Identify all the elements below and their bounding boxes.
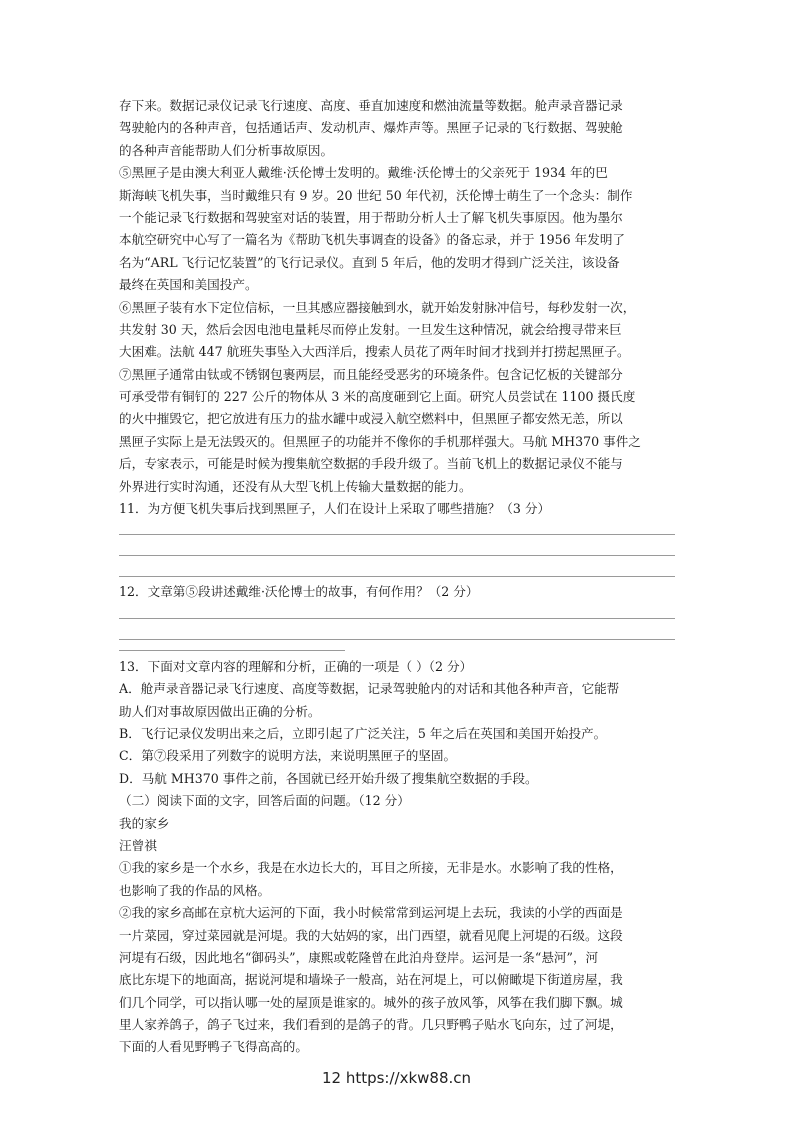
option-a-continued: 助人们对事故原因做出正确的分析。 (119, 703, 321, 719)
option-a: A．舱声录音器记录飞行速度、高度等数据，记录驾驶舱内的对话和其他各种声音，它能帮 (119, 681, 620, 697)
paragraph-line: 本航空研究中心写了一篇名为《帮助飞机失事调查的设备》的备忘录，并于 1956 年发明了 (119, 232, 626, 248)
paragraph-line: ⑥黑匣子装有水下定位信标，一旦其感应器接触到水，就开始发射脉冲信号，每秒发射一次， (119, 299, 636, 315)
essay-paragraphs (119, 857, 675, 1059)
page-footer: 12 https://xkw88.cn (321, 1069, 472, 1087)
paragraph-line: 共发射 30 天，然后会因电池电量耗尽而停止发射。一旦发生这种情况，就会给搜寻带来巨 (119, 321, 622, 337)
essay-title: 我的家乡 (119, 815, 170, 831)
section-heading: （二）阅读下面的文字，回答后面的问题。（12 分） (119, 793, 410, 809)
paragraph-line: 存下来。数据记录仪记录飞行速度、高度、垂直加速度和燃油流量等数据。舱声录音器记录 (119, 98, 623, 113)
paragraph-line: 的各种声音能帮助人们分析事故原因。 (119, 142, 334, 158)
paragraph-line: 后，专家表示，可能是时候为搜集航空数据的手段升级了。当前飞机上的数据记录仪不能与 (119, 456, 623, 472)
answer-line[interactable] (119, 639, 675, 640)
paragraph-line: 外界进行实时沟通，还没有从大型飞机上传输大量数据的能力。 (119, 478, 472, 494)
essay-line: ①我的家乡是一个水乡，我是在水边长大的，耳目之所接，无非是水。水影响了我的性格， (119, 860, 623, 876)
paragraph-line: ⑤黑匣子是由澳大利亚人戴维·沃伦博士发明的。戴维·沃伦博士的父亲死于 1934 年的巴 (119, 165, 608, 181)
essay-line: 们几个同学，可以指认哪一处的屋顶是谁家的。城外的孩子放风筝，风筝在我们脚下飘。城 (119, 994, 623, 1010)
paragraph-line: 驾驶舱内的各种声音，包括通话声、发动机声、爆炸声等。黑匣子记录的飞行数据、驾驶舱 (119, 120, 623, 136)
essay-line: 河堤有石级，因此地名“御码头”，康熙或乾隆曾在此泊舟登岸。运河是一条“悬河”，河 (119, 949, 599, 965)
answer-line[interactable] (119, 650, 345, 651)
essay-author: 汪曾祺 (119, 837, 157, 853)
essay-line: 也影响了我的作品的风格。 (119, 882, 271, 898)
essay-line: 底比东堤下的地面高，据说河堤和墙垛子一般高，站在河堤上，可以俯瞰堤下街道房屋，我 (119, 972, 623, 988)
paragraph-line: 一个能记录飞行数据和驾驶室对话的装置，用于帮助分析人士了解飞机失事原因。他为墨尔 (119, 209, 623, 225)
essay-line: 下面的人看见野鸭子飞得高高的。 (119, 1039, 308, 1055)
option-d: D．马航 MH370 事件之前，各国就已经开始升级了搜集航空数据的手段。 (119, 770, 538, 786)
paragraph-line: 名为“ARL 飞行记忆装置”的飞行记录仪。直到 5 年后，他的发明才得到广泛关注，该设备 (119, 254, 620, 270)
essay-line: 一片菜园，穿过菜园就是河堤。我的大姑妈的家，出门西望，就看见爬上河堤的石级。这段 (119, 927, 623, 943)
paragraph-line: ⑦黑匣子通常由钛或不锈钢包裹两层，而且能经受恶劣的环境条件。包含记忆板的关键部分 (119, 366, 623, 382)
paragraph-line: 的火中摧毁它，把它放进有压力的盐水罐中或浸入航空燃料中，但黑匣子都安然无恙，所以 (119, 411, 623, 427)
question-11: 11．为方便飞机失事后找到黑匣子，人们在设计上采取了哪些措施？（3 分） (119, 501, 551, 517)
paragraph-line: 斯海峡飞机失事，当时戴维只有 9 岁。20 世纪 50 年代初，沃伦博士萌生了一个念头：制作 (119, 187, 633, 203)
paragraph-line: 可承受带有铜钉的 227 公斤的物体从 3 米的高度砸到它上面。研究人员尝试在 1100 摄氏度 (119, 389, 636, 405)
question-13-stem: 13．下面对文章内容的理解和分析，正确的一项是（ ）（2 分） (119, 658, 473, 674)
page-content (119, 95, 675, 1059)
paragraph-line: 黑匣子实际上是无法毁灭的。但黑匣子的功能并不像你的手机那样强大。马航 MH370 事件之 (119, 433, 641, 449)
option-b: B．飞行记录仪发明出来之后，立即引起了广泛关注，5 年之后在英国和美国开始投产。 (119, 725, 607, 741)
passage-paragraphs (119, 95, 675, 498)
option-c: C．第⑦段采用了列数字的说明方法，来说明黑匣子的坚固。 (119, 748, 457, 764)
question-12: 12．文章第⑤段讲述戴维·沃伦博士的故事，有何作用？（2 分） (119, 584, 479, 600)
paragraph-line: 最终在英国和美国投产。 (119, 277, 258, 293)
paragraph-line: 大困难。法航 447 航班失事坠入大西洋后，搜索人员花了两年时间才找到并打捞起黑匣子。 (119, 344, 630, 360)
essay-line: ②我的家乡高邮在京杭大运河的下面，我小时候常常到运河堤上去玩，我读的小学的西面是 (119, 905, 623, 921)
essay-line: 里人家养鸽子，鸽子飞过来，我们看到的是鸽子的背。几只野鸭子贴水飞向东，过了河堤， (119, 1017, 623, 1033)
